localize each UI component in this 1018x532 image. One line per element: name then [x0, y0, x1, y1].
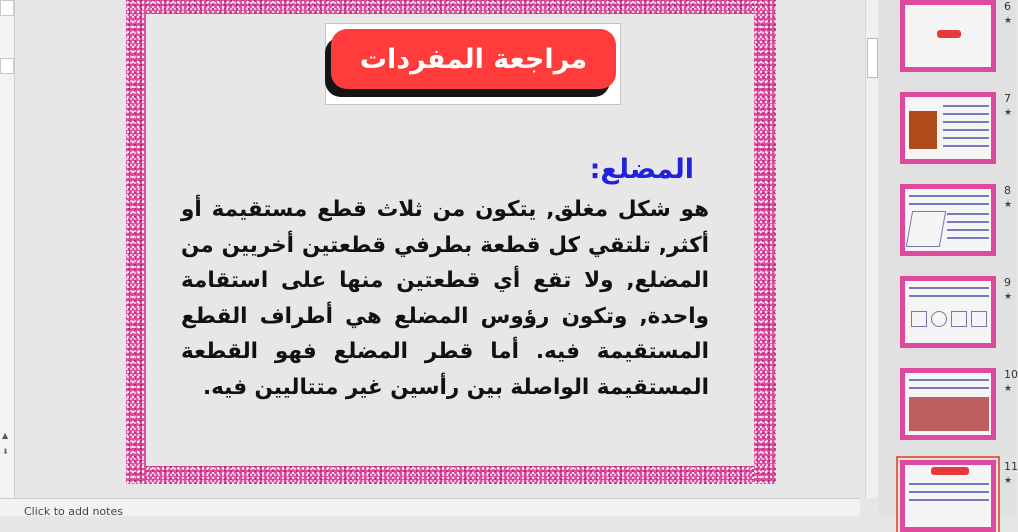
slide-border-top: [126, 0, 776, 14]
thumbnail-number: 7: [1004, 92, 1011, 105]
thumbnail-text-line: [943, 137, 989, 139]
definition-line: هو شكل مغلق, يتكون من ثلاث قطع مستقيمة أو: [181, 197, 709, 222]
thumbnail-text-line: [947, 237, 989, 239]
thumbnail-shape: [951, 311, 967, 327]
term-heading[interactable]: المضلع:: [589, 154, 694, 185]
slide-thumbnail-pane: [878, 0, 1016, 515]
thumbnail-picture: [909, 111, 937, 149]
notes-placeholder[interactable]: Click to add notes: [24, 505, 123, 518]
thumbnail-text-line: [947, 213, 989, 215]
thumbnail-shape: [931, 311, 947, 327]
left-panel-box[interactable]: [0, 58, 14, 74]
definition-line: المستقيمة فيه. أما قطر المضلع فهو القطعة: [181, 339, 709, 364]
animation-star-icon: ★: [1004, 16, 1013, 26]
thumbnail-text-line: [909, 491, 989, 493]
thumbnail-image[interactable]: [900, 184, 996, 256]
thumbnail-image[interactable]: [900, 368, 996, 440]
definition-line: أكثر, تلتقي كل قطعة بطرفي قطعتين أخريين من: [181, 232, 709, 258]
thumbnail-shape: [911, 311, 927, 327]
thumbnail-image[interactable]: [900, 0, 996, 72]
thumbnail-number: 11: [1004, 460, 1018, 473]
thumbnail-shape: [971, 311, 987, 327]
animation-star-icon: ★: [1004, 476, 1013, 486]
thumbnail-number: 8: [1004, 184, 1011, 197]
thumbnail-text-line: [909, 203, 989, 205]
left-panel: [0, 0, 15, 498]
animation-star-icon: ★: [1004, 108, 1013, 118]
thumbnail-number: 9: [1004, 276, 1011, 289]
slide-canvas[interactable]: [126, 0, 776, 484]
thumbnail-image[interactable]: [900, 92, 996, 164]
thumbnail-text-line: [943, 129, 989, 131]
thumbnail-text-line: [909, 379, 989, 381]
thumbnail-text-line: [909, 499, 989, 501]
definition-text[interactable]: [181, 192, 709, 405]
thumbnail-text-line: [909, 387, 989, 389]
slide-border-right: [754, 0, 776, 484]
thumbnail-number: 6: [1004, 0, 1011, 13]
notes-pane[interactable]: [0, 498, 860, 516]
scroll-double-arrow-icon[interactable]: ⇟: [2, 447, 9, 456]
animation-star-icon: ★: [1004, 200, 1013, 210]
vertical-scrollbar[interactable]: [865, 0, 878, 498]
scroll-up-arrow-icon[interactable]: ▲: [2, 431, 9, 440]
left-panel-box-top[interactable]: [0, 0, 14, 16]
thumbnail-text-line: [909, 287, 989, 289]
definition-line: المستقيمة الواصلة بين رأسين غير متتاليين فيه.: [202, 374, 709, 400]
scrollbar-thumb[interactable]: [867, 38, 878, 78]
thumbnail-number: 10: [1004, 368, 1018, 381]
thumbnail-title-mark: [937, 30, 961, 38]
thumbnail-text-line: [947, 229, 989, 231]
slide-border-left: [126, 0, 146, 484]
definition-line: واحدة, وتكون رؤوس المضلع هي أطراف القطع: [181, 303, 709, 329]
thumbnail-text-line: [943, 145, 989, 147]
thumbnail-text-line: [947, 221, 989, 223]
thumbnail-text-line: [909, 295, 989, 297]
slide-editing-area: [15, 0, 857, 498]
thumbnail-polygon: [906, 211, 946, 247]
thumbnail-text-line: [909, 483, 989, 485]
thumbnail-text-line: [943, 105, 989, 107]
animation-star-icon: ★: [1004, 292, 1013, 302]
thumbnail-image[interactable]: [900, 276, 996, 348]
thumbnail-title-mark: [931, 467, 969, 475]
thumbnail-text-line: [909, 195, 989, 197]
thumbnail-text-line: [943, 121, 989, 123]
slide-content: [146, 14, 754, 466]
title-image-frame[interactable]: [325, 23, 621, 105]
thumbnail-image[interactable]: [900, 460, 996, 532]
slide-border-bottom: [126, 466, 776, 484]
definition-line: المضلع, ولا تقع أي قطعتين منها على استقامة: [181, 268, 709, 293]
thumbnail-table: [909, 397, 989, 431]
animation-star-icon: ★: [1004, 384, 1013, 394]
thumbnail-text-line: [943, 113, 989, 115]
slide-title[interactable]: مراجعة المفردات: [331, 29, 616, 89]
